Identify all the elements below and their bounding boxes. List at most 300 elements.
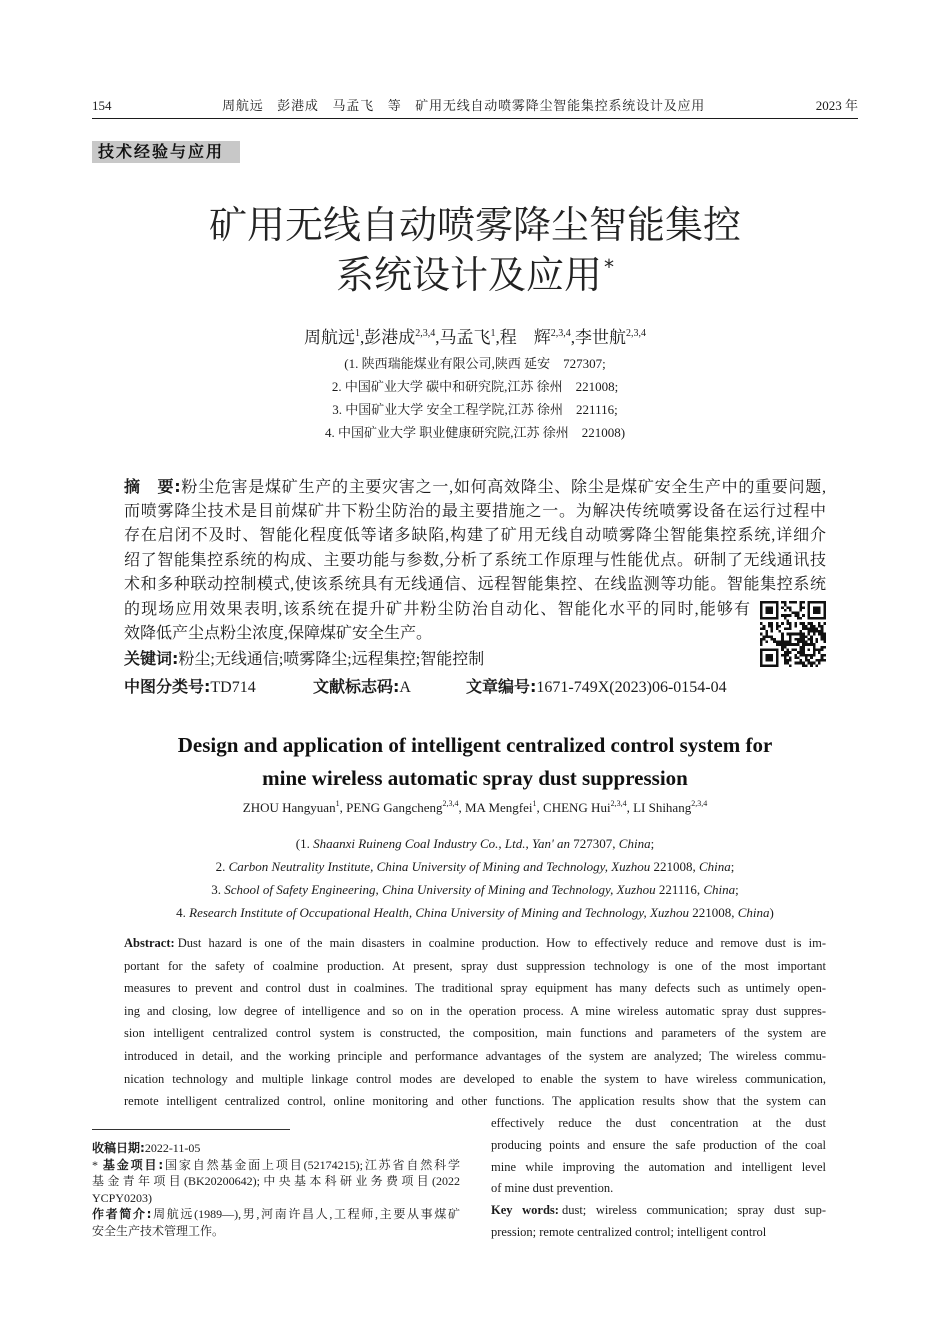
qr-module bbox=[784, 646, 787, 649]
qr-module bbox=[771, 601, 774, 604]
qr-module bbox=[765, 656, 768, 659]
classification-value: 1671-749X(2023)06-0154-04 bbox=[536, 679, 727, 696]
qr-code bbox=[760, 601, 826, 667]
qr-module bbox=[760, 651, 763, 654]
qr-module bbox=[808, 638, 811, 641]
qr-module bbox=[786, 662, 789, 665]
qr-module bbox=[765, 635, 768, 638]
qr-module bbox=[771, 627, 774, 630]
qr-module bbox=[765, 617, 768, 620]
qr-module bbox=[778, 625, 781, 628]
abstract-line-text: introduced in detail, and the working principle and performance advantages of the system are analyzed; The wireless commu- bbox=[124, 1048, 826, 1063]
affiliation-superscript: 1 bbox=[335, 799, 340, 808]
qr-module bbox=[797, 638, 800, 641]
qr-module bbox=[800, 635, 803, 638]
qr-module bbox=[781, 635, 784, 638]
qr-module bbox=[776, 643, 779, 646]
qr-module bbox=[823, 622, 826, 625]
abstract-line bbox=[124, 955, 826, 978]
qr-module bbox=[794, 625, 797, 628]
affiliation-superscript: 2,3,4 bbox=[626, 328, 646, 339]
qr-module bbox=[800, 646, 803, 649]
qr-module bbox=[784, 627, 787, 630]
qr-module bbox=[760, 641, 763, 644]
abstract-line bbox=[491, 1157, 826, 1179]
qr-module bbox=[773, 617, 776, 620]
affiliation-part: ; bbox=[730, 859, 735, 874]
classification-line bbox=[124, 676, 826, 699]
abstract-line-text: ing and closing, low degree of intelligence and so on in the operation process. A mine wireless automatic spray dust suppres- bbox=[124, 1003, 826, 1018]
keywords-text: dust; wireless communication; spray dust sup- bbox=[561, 1203, 826, 1218]
qr-module bbox=[808, 617, 811, 620]
qr-module bbox=[818, 662, 821, 665]
qr-module bbox=[768, 664, 771, 667]
author-name: 彭港成 bbox=[364, 328, 416, 347]
qr-module bbox=[763, 638, 766, 641]
qr-module bbox=[789, 664, 792, 667]
abstract-line-text: effectively reduce the dust concentration at the dust bbox=[491, 1116, 826, 1130]
fund-text: 基金青年项目(BK20200642);中央基本科研业务费项目(2022 bbox=[92, 1174, 460, 1189]
author-name: ZHOU Hangyuan bbox=[242, 800, 336, 815]
qr-module bbox=[771, 617, 774, 620]
author-en bbox=[465, 800, 537, 815]
qr-module bbox=[813, 630, 816, 633]
qr-module bbox=[768, 659, 771, 662]
qr-module bbox=[786, 619, 789, 622]
author-cn bbox=[500, 328, 571, 347]
qr-module bbox=[768, 612, 771, 615]
qr-module bbox=[797, 662, 800, 665]
affiliation-line bbox=[0, 832, 950, 855]
qr-module bbox=[768, 622, 771, 625]
abstract-line-text: sion intelligent centralized control system is constructed, the composition, main functions and parameters of the system are bbox=[124, 1026, 826, 1041]
qr-module bbox=[776, 664, 779, 667]
qr-module bbox=[763, 627, 766, 630]
qr-module bbox=[789, 622, 792, 625]
qr-module bbox=[794, 643, 797, 646]
affiliation-superscript: 1 bbox=[490, 328, 496, 339]
qr-module bbox=[818, 601, 821, 604]
qr-module bbox=[810, 630, 813, 633]
author-en bbox=[633, 800, 707, 815]
abstract-label: Abstract: bbox=[124, 936, 175, 950]
qr-module bbox=[789, 627, 792, 630]
qr-module bbox=[810, 654, 813, 657]
qr-module bbox=[789, 614, 792, 617]
qr-module bbox=[802, 662, 805, 665]
qr-module bbox=[800, 630, 803, 633]
affiliation-part: China bbox=[618, 836, 651, 851]
abstract-line-text: 粉尘危害是煤矿生产的主要灾害之一,如何高效降尘、除尘是煤矿安全生产中的重要问题, bbox=[180, 479, 826, 496]
affiliation-line bbox=[0, 878, 950, 901]
qr-module bbox=[760, 638, 763, 641]
affiliation-part: 2. bbox=[215, 859, 229, 874]
affiliation-superscript: 2,3,4 bbox=[442, 799, 459, 808]
qr-module bbox=[794, 601, 797, 604]
affiliation-superscript: 1 bbox=[532, 799, 537, 808]
qr-module bbox=[786, 643, 789, 646]
qr-module bbox=[781, 633, 784, 636]
qr-module bbox=[776, 622, 779, 625]
abstract-line bbox=[124, 524, 826, 549]
qr-module bbox=[810, 656, 813, 659]
qr-module bbox=[781, 641, 784, 644]
abstract-line-text: 效降低产尘点粉尘浓度,保障煤矿安全生产。 bbox=[124, 625, 433, 642]
qr-module bbox=[776, 649, 779, 652]
fund-line bbox=[92, 1190, 460, 1207]
fund-label: 基金项目: bbox=[101, 1157, 164, 1172]
qr-module bbox=[802, 625, 805, 628]
qr-module bbox=[784, 651, 787, 654]
qr-module bbox=[815, 659, 818, 662]
fund-text: 国家自然基金面上项目(52174215);江苏省自然科学 bbox=[163, 1157, 460, 1172]
qr-module bbox=[823, 609, 826, 612]
qr-module bbox=[823, 654, 826, 657]
classification-value: A bbox=[399, 679, 411, 696]
classification-item bbox=[466, 676, 727, 699]
qr-module bbox=[805, 656, 808, 659]
qr-module bbox=[768, 654, 771, 657]
author-name: LI Shihang bbox=[633, 800, 692, 815]
english-title bbox=[0, 729, 950, 795]
qr-module bbox=[776, 612, 779, 615]
qr-module bbox=[760, 617, 763, 620]
running-header bbox=[92, 94, 858, 119]
qr-module bbox=[823, 606, 826, 609]
qr-module bbox=[815, 606, 818, 609]
affiliation-part: 4. bbox=[176, 905, 190, 920]
qr-module bbox=[813, 601, 816, 604]
qr-module bbox=[810, 641, 813, 644]
qr-module bbox=[818, 625, 821, 628]
qr-module bbox=[765, 630, 768, 633]
qr-module bbox=[808, 614, 811, 617]
abstract-line bbox=[124, 932, 826, 955]
qr-module bbox=[773, 664, 776, 667]
affiliation-part: School of Safety Engineering, China University of Mining and Technology, Xuzhou bbox=[224, 882, 656, 897]
qr-module bbox=[789, 635, 792, 638]
qr-module bbox=[813, 662, 816, 665]
qr-module bbox=[794, 662, 797, 665]
qr-module bbox=[786, 627, 789, 630]
received-date bbox=[92, 1140, 460, 1157]
qr-module bbox=[800, 654, 803, 657]
qr-module bbox=[776, 614, 779, 617]
qr-module bbox=[797, 643, 800, 646]
classification-item bbox=[313, 676, 466, 699]
qr-module bbox=[802, 646, 805, 649]
qr-module bbox=[802, 614, 805, 617]
qr-module bbox=[784, 609, 787, 612]
qr-module bbox=[815, 630, 818, 633]
classification-label: 文献标志码: bbox=[313, 677, 400, 696]
qr-module bbox=[823, 604, 826, 607]
qr-module bbox=[821, 633, 824, 636]
qr-module bbox=[786, 649, 789, 652]
qr-module bbox=[765, 606, 768, 609]
qr-module bbox=[760, 614, 763, 617]
qr-module bbox=[784, 659, 787, 662]
qr-module bbox=[805, 643, 808, 646]
qr-module bbox=[802, 664, 805, 667]
qr-module bbox=[789, 638, 792, 641]
qr-module bbox=[771, 622, 774, 625]
qr-module bbox=[797, 614, 800, 617]
qr-module bbox=[818, 633, 821, 636]
qr-module bbox=[781, 606, 784, 609]
qr-module bbox=[763, 635, 766, 638]
qr-module bbox=[784, 656, 787, 659]
qr-module bbox=[810, 622, 813, 625]
affiliation-line: 4. 中国矿业大学 职业健康研究院,江苏 徐州 221008) bbox=[324, 425, 626, 440]
qr-module bbox=[815, 638, 818, 641]
abstract-line-text: portant for the safety of coalmine production. At present, spray dust suppression technology is one of the most important bbox=[124, 958, 826, 973]
qr-module bbox=[823, 633, 826, 636]
qr-module bbox=[808, 659, 811, 662]
affiliation-part: 221116, bbox=[655, 882, 704, 897]
qr-module bbox=[760, 633, 763, 636]
qr-module bbox=[776, 659, 779, 662]
qr-module bbox=[773, 641, 776, 644]
author-cn bbox=[440, 328, 496, 347]
qr-module bbox=[810, 643, 813, 646]
abstract-line bbox=[124, 1000, 826, 1023]
title-footnote-mark: * bbox=[604, 255, 614, 279]
qr-module bbox=[800, 601, 803, 604]
qr-module bbox=[760, 664, 763, 667]
english-abstract-continuation bbox=[491, 1113, 826, 1244]
qr-module bbox=[760, 662, 763, 665]
qr-module bbox=[821, 625, 824, 628]
qr-module bbox=[768, 601, 771, 604]
qr-module bbox=[800, 604, 803, 607]
qr-module bbox=[776, 604, 779, 607]
english-title-line-2: mine wireless automatic spray dust suppression bbox=[262, 766, 688, 790]
qr-module bbox=[786, 614, 789, 617]
affiliation-line bbox=[0, 855, 950, 878]
affiliation-superscript: 2,3,4 bbox=[550, 328, 571, 339]
author-separator: , bbox=[570, 328, 575, 347]
qr-module bbox=[781, 638, 784, 641]
qr-module bbox=[805, 635, 808, 638]
qr-module bbox=[781, 649, 784, 652]
english-title-line-1: Design and application of intelligent centralized control system for bbox=[177, 733, 773, 757]
qr-module bbox=[802, 606, 805, 609]
qr-module bbox=[763, 617, 766, 620]
affiliation-part: ; bbox=[650, 836, 655, 851]
chinese-abstract bbox=[124, 475, 826, 671]
abstract-line-text: 存在启闭不及时、智能化程度低等诸多缺陷,构建了矿用无线自动喷雾降尘智能集控系统,详细介 bbox=[124, 527, 826, 544]
qr-module bbox=[768, 609, 771, 612]
abstract-line bbox=[491, 1113, 826, 1135]
qr-module bbox=[776, 601, 779, 604]
qr-module bbox=[765, 654, 768, 657]
qr-module bbox=[784, 654, 787, 657]
qr-module bbox=[805, 654, 808, 657]
affiliation-superscript: 1 bbox=[355, 328, 360, 339]
qr-module bbox=[818, 649, 821, 652]
qr-module bbox=[802, 649, 805, 652]
qr-module bbox=[808, 630, 811, 633]
qr-module bbox=[802, 622, 805, 625]
classification-label: 文章编号: bbox=[466, 677, 537, 696]
author-bio-text: 周航远(1989—),男,河南许昌人,工程师,主要从事煤矿 bbox=[151, 1207, 460, 1222]
abstract-line-text: remote intelligent centralized control, online monitoring and other functions. The application results show that the system can bbox=[124, 1094, 826, 1109]
qr-module bbox=[808, 643, 811, 646]
abstract-line bbox=[124, 598, 750, 623]
abstract-line bbox=[124, 1045, 826, 1068]
qr-module bbox=[765, 609, 768, 612]
qr-module bbox=[776, 627, 779, 630]
abstract-line-text: producing points and ensure the safe production of the coal bbox=[491, 1137, 826, 1152]
english-abstract bbox=[124, 932, 826, 1113]
qr-module bbox=[808, 609, 811, 612]
qr-module bbox=[765, 649, 768, 652]
author-en bbox=[346, 800, 458, 815]
keywords-label: Key words: bbox=[491, 1203, 559, 1218]
author-cn bbox=[575, 328, 646, 347]
qr-module bbox=[821, 635, 824, 638]
qr-module bbox=[789, 625, 792, 628]
keywords-text: 粉尘;无线通信;喷雾降尘;远程集控;智能控制 bbox=[178, 650, 485, 668]
qr-module bbox=[760, 627, 763, 630]
qr-module bbox=[786, 654, 789, 657]
qr-module bbox=[781, 646, 784, 649]
qr-module bbox=[789, 643, 792, 646]
chinese-affiliations bbox=[0, 352, 950, 444]
qr-module bbox=[815, 649, 818, 652]
affiliation-part: Shaanxi Ruineng Coal Industry Co., Ltd., Yan' an bbox=[313, 836, 571, 851]
affiliation-superscript: 2,3,4 bbox=[610, 799, 627, 808]
qr-module bbox=[821, 646, 824, 649]
qr-module bbox=[776, 656, 779, 659]
received-value: 2022-11-05 bbox=[144, 1141, 201, 1155]
qr-module bbox=[776, 641, 779, 644]
qr-module bbox=[813, 633, 816, 636]
footnotes bbox=[92, 1140, 460, 1240]
qr-module bbox=[815, 601, 818, 604]
qr-module bbox=[760, 601, 763, 604]
qr-module bbox=[786, 641, 789, 644]
author-cn bbox=[364, 328, 435, 347]
abstract-line bbox=[124, 549, 826, 574]
qr-module bbox=[776, 651, 779, 654]
qr-module bbox=[776, 662, 779, 665]
qr-module bbox=[821, 649, 824, 652]
qr-module bbox=[781, 601, 784, 604]
qr-module bbox=[821, 638, 824, 641]
qr-module bbox=[771, 612, 774, 615]
affiliation-superscript: 2,3,4 bbox=[415, 328, 436, 339]
english-author-list bbox=[0, 797, 950, 819]
author-name: 周航远 bbox=[304, 328, 355, 347]
qr-module bbox=[815, 612, 818, 615]
qr-module bbox=[760, 609, 763, 612]
qr-module bbox=[768, 606, 771, 609]
qr-module bbox=[808, 654, 811, 657]
qr-module bbox=[810, 638, 813, 641]
qr-module bbox=[815, 617, 818, 620]
qr-module bbox=[815, 609, 818, 612]
affiliation-part: China bbox=[703, 882, 736, 897]
author-separator: , bbox=[435, 328, 440, 347]
abstract-line bbox=[124, 475, 826, 500]
abstract-line bbox=[124, 1090, 826, 1113]
abstract-line bbox=[124, 1022, 826, 1045]
affiliation-part: ; bbox=[735, 882, 739, 897]
qr-module bbox=[784, 614, 787, 617]
abstract-line-text: 的现场应用效果表明,该系统在提升矿井粉尘防治自动化、智能化水平的同时,能够有 bbox=[124, 600, 750, 618]
qr-module bbox=[802, 651, 805, 654]
chinese-title-line-2 bbox=[0, 250, 950, 300]
qr-module bbox=[802, 643, 805, 646]
qr-module bbox=[802, 641, 805, 644]
qr-module bbox=[784, 643, 787, 646]
qr-module bbox=[805, 625, 808, 628]
qr-module bbox=[808, 601, 811, 604]
qr-module bbox=[810, 662, 813, 665]
abstract-line-text: mine while improving the automation and intelligent level bbox=[491, 1159, 826, 1174]
author-name: MA Mengfei bbox=[465, 800, 533, 815]
qr-module bbox=[763, 625, 766, 628]
affiliation-part: Carbon Neutrality Institute, China University of Mining and Technology, Xuzhou bbox=[228, 859, 651, 874]
fund-line bbox=[92, 1173, 460, 1190]
qr-module bbox=[813, 643, 816, 646]
qr-module bbox=[786, 633, 789, 636]
author-name: 马孟飞 bbox=[439, 328, 491, 347]
journal-year: 2023 年 bbox=[815, 98, 858, 113]
qr-module bbox=[778, 643, 781, 646]
author-en bbox=[243, 800, 340, 815]
chinese-title-line-2-text: 系统设计及应用 bbox=[335, 253, 602, 297]
qr-module bbox=[792, 643, 795, 646]
qr-module bbox=[776, 609, 779, 612]
qr-module bbox=[802, 601, 805, 604]
qr-module bbox=[808, 604, 811, 607]
abstract-line bbox=[124, 622, 826, 647]
author-name: 李世航 bbox=[575, 328, 626, 347]
qr-module bbox=[765, 601, 768, 604]
qr-module bbox=[765, 633, 768, 636]
qr-module bbox=[794, 622, 797, 625]
qr-module bbox=[760, 606, 763, 609]
qr-module bbox=[760, 622, 763, 625]
affiliation-line: 2. 中国矿业大学 碳中和研究院,江苏 徐州 221008; bbox=[331, 379, 619, 394]
qr-module bbox=[800, 641, 803, 644]
classification-label: 中图分类号: bbox=[124, 677, 211, 696]
qr-module bbox=[765, 612, 768, 615]
qr-module bbox=[760, 656, 763, 659]
qr-module bbox=[813, 646, 816, 649]
qr-module bbox=[784, 601, 787, 604]
qr-module bbox=[823, 614, 826, 617]
qr-module bbox=[789, 609, 792, 612]
fund-mark: * bbox=[92, 1157, 98, 1172]
affiliation-superscript: 2,3,4 bbox=[691, 799, 708, 808]
qr-module bbox=[815, 664, 818, 667]
qr-module bbox=[794, 656, 797, 659]
author-name: PENG Gangcheng bbox=[346, 800, 443, 815]
qr-module bbox=[789, 651, 792, 654]
qr-module bbox=[768, 649, 771, 652]
qr-module bbox=[771, 656, 774, 659]
qr-module bbox=[784, 662, 787, 665]
qr-module bbox=[773, 638, 776, 641]
qr-module bbox=[776, 625, 779, 628]
qr-module bbox=[808, 606, 811, 609]
qr-module bbox=[763, 601, 766, 604]
footnote-separator bbox=[92, 1129, 290, 1130]
